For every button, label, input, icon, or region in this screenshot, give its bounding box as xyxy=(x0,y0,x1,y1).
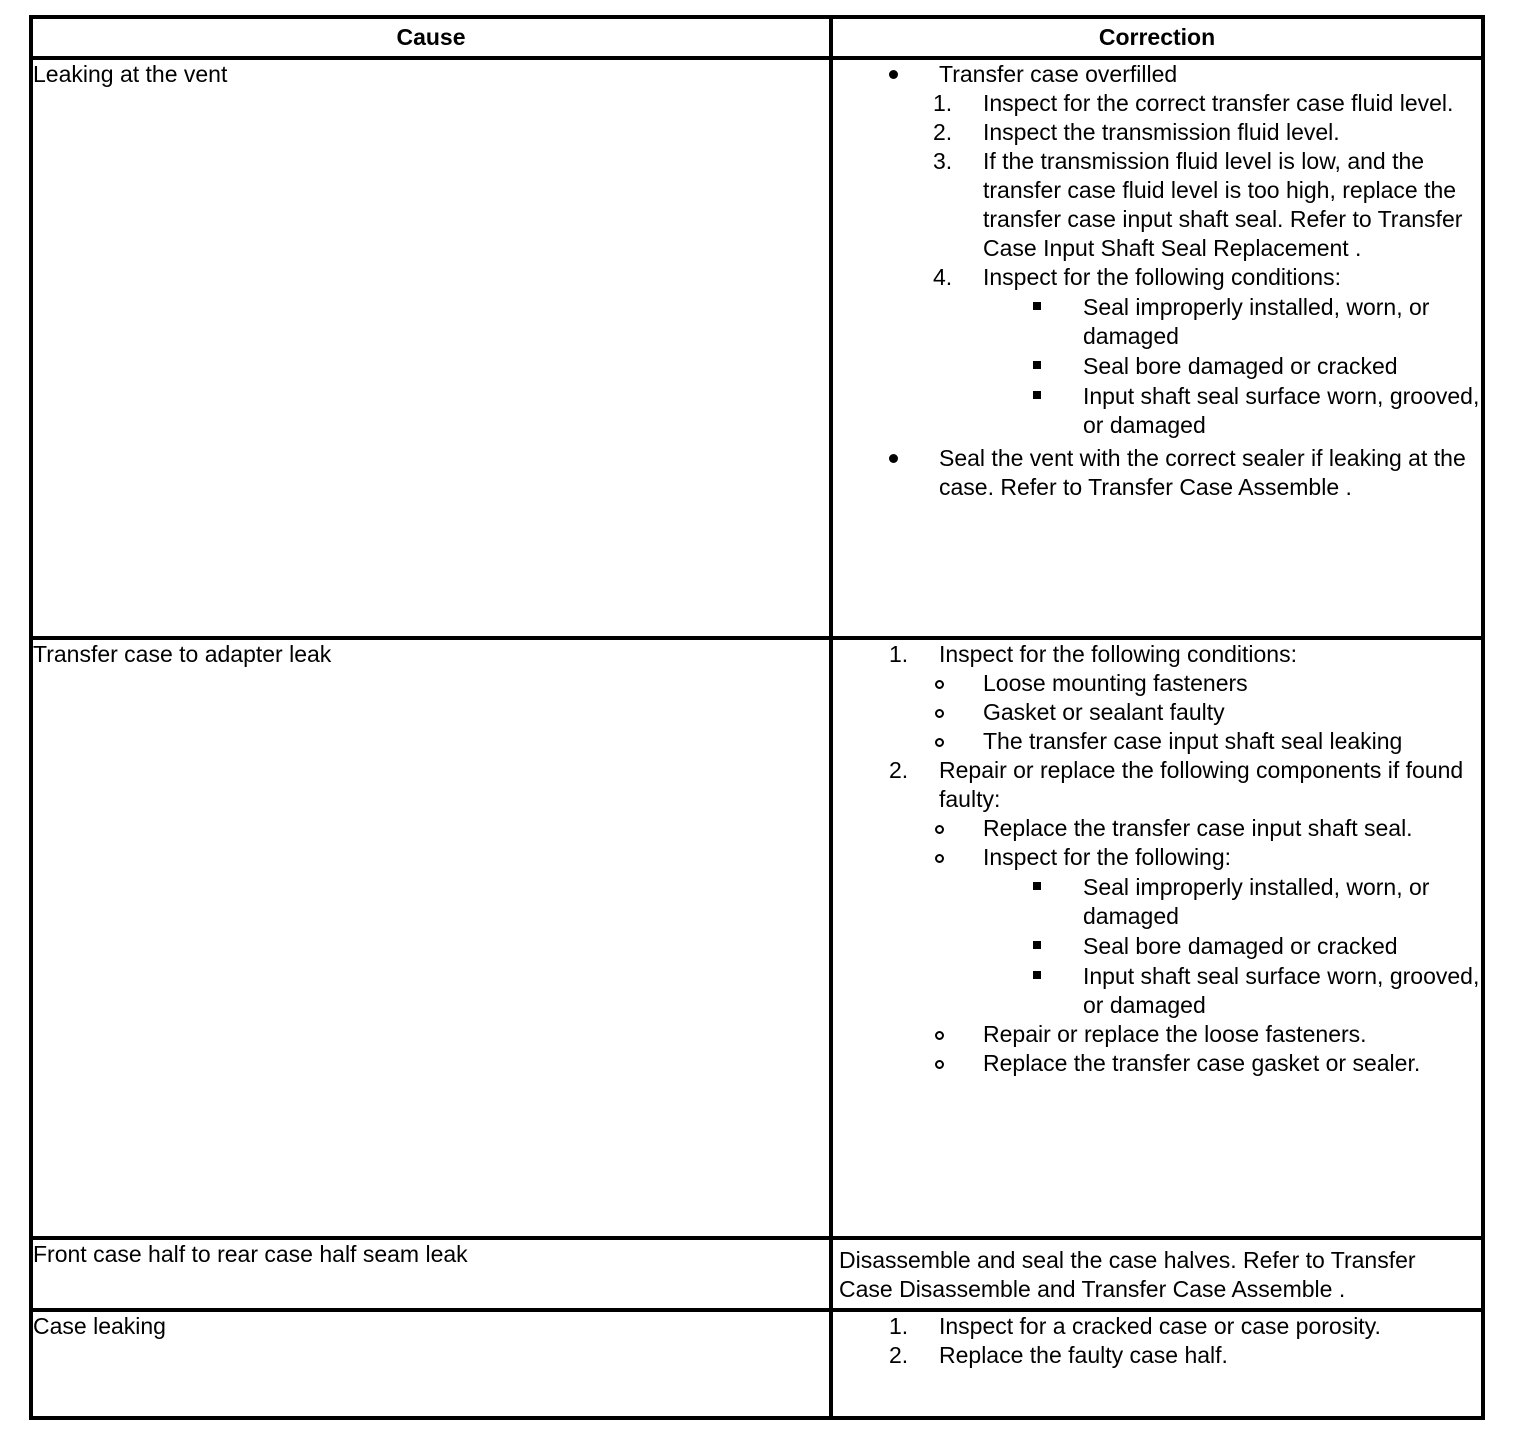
table-row xyxy=(31,1238,1483,1310)
square-bullet-icon xyxy=(1033,352,1083,381)
diagnostic-table xyxy=(29,15,1485,1420)
list-item: Seal the vent with the correct sealer if leaking at the case. Refer to Transfer Case Assemble . xyxy=(833,444,1481,502)
header-cause: Cause xyxy=(31,17,831,58)
circle-bullet-icon xyxy=(933,727,983,756)
table-row xyxy=(31,638,1483,1238)
square-bullet-icon xyxy=(1033,293,1083,351)
list-item: Loose mounting fasteners xyxy=(833,669,1481,698)
list-item: Inspect for the following: xyxy=(833,843,1481,872)
list-item: Repair or replace the loose fasteners. xyxy=(833,1020,1481,1049)
cause-cell: Transfer case to adapter leak xyxy=(31,638,831,1238)
correction-cell xyxy=(831,1310,1483,1418)
list-item: Replace the transfer case gasket or sealer. xyxy=(833,1049,1481,1078)
circle-bullet-icon xyxy=(933,698,983,727)
list-item: 1. Inspect for a cracked case or case porosity. xyxy=(889,1313,1381,1339)
list-item: The transfer case input shaft seal leaking xyxy=(833,727,1481,756)
list-item: Seal improperly installed, worn, or damaged xyxy=(933,873,1481,931)
square-bullet-icon xyxy=(1033,932,1083,961)
table-row xyxy=(31,1310,1483,1418)
list-item: Transfer case overfilled xyxy=(833,60,1481,89)
circle-bullet-icon xyxy=(933,1049,983,1078)
list-item: Seal bore damaged or cracked xyxy=(933,932,1481,961)
bullet-icon xyxy=(889,60,939,89)
list-item: 4. Inspect for the following conditions: xyxy=(933,264,1341,290)
circle-bullet-icon xyxy=(933,843,983,872)
cause-cell: Front case half to rear case half seam leak xyxy=(31,1238,831,1310)
circle-bullet-icon xyxy=(933,814,983,843)
circle-bullet-icon xyxy=(933,669,983,698)
list-item: 3. If the transmission fluid level is low, and the transfer case fluid level is too high, replace the transfer case input shaft seal. Refer to Transfer Case Input Shaft Seal Replacement . xyxy=(933,148,1463,261)
list-item: Seal bore damaged or cracked xyxy=(933,352,1481,381)
list-item: Input shaft seal surface worn, grooved, or damaged xyxy=(933,962,1481,1020)
list-item: 1. Inspect for the correct transfer case fluid level. xyxy=(933,90,1454,116)
list-item: 2. Inspect the transmission fluid level. xyxy=(933,119,1340,145)
header-correction: Correction xyxy=(831,17,1483,58)
header-row xyxy=(31,17,1483,58)
list-item: Input shaft seal surface worn, grooved, or damaged xyxy=(933,382,1481,440)
bullet-icon xyxy=(889,444,939,502)
table-row xyxy=(31,58,1483,638)
correction-cell xyxy=(831,58,1483,638)
circle-bullet-icon xyxy=(933,1020,983,1049)
square-bullet-icon xyxy=(1033,382,1083,440)
list-item: 2. Repair or replace the following components if found faulty: xyxy=(889,757,1464,812)
cause-cell: Leaking at the vent xyxy=(31,58,831,638)
list-item: Replace the transfer case input shaft seal. xyxy=(833,814,1481,843)
list-item: 1. Inspect for the following conditions: xyxy=(889,641,1297,667)
correction-cell: Disassemble and seal the case halves. Refer to Transfer Case Disassemble and Transfer Case Assemble . xyxy=(831,1238,1483,1310)
square-bullet-icon xyxy=(1033,962,1083,1020)
square-bullet-icon xyxy=(1033,873,1083,931)
list-item: Gasket or sealant faulty xyxy=(833,698,1481,727)
list-item: 2. Replace the faulty case half. xyxy=(889,1342,1228,1368)
list-item: Seal improperly installed, worn, or damaged xyxy=(933,293,1481,351)
correction-cell xyxy=(831,638,1483,1238)
cause-cell: Case leaking xyxy=(31,1310,831,1418)
